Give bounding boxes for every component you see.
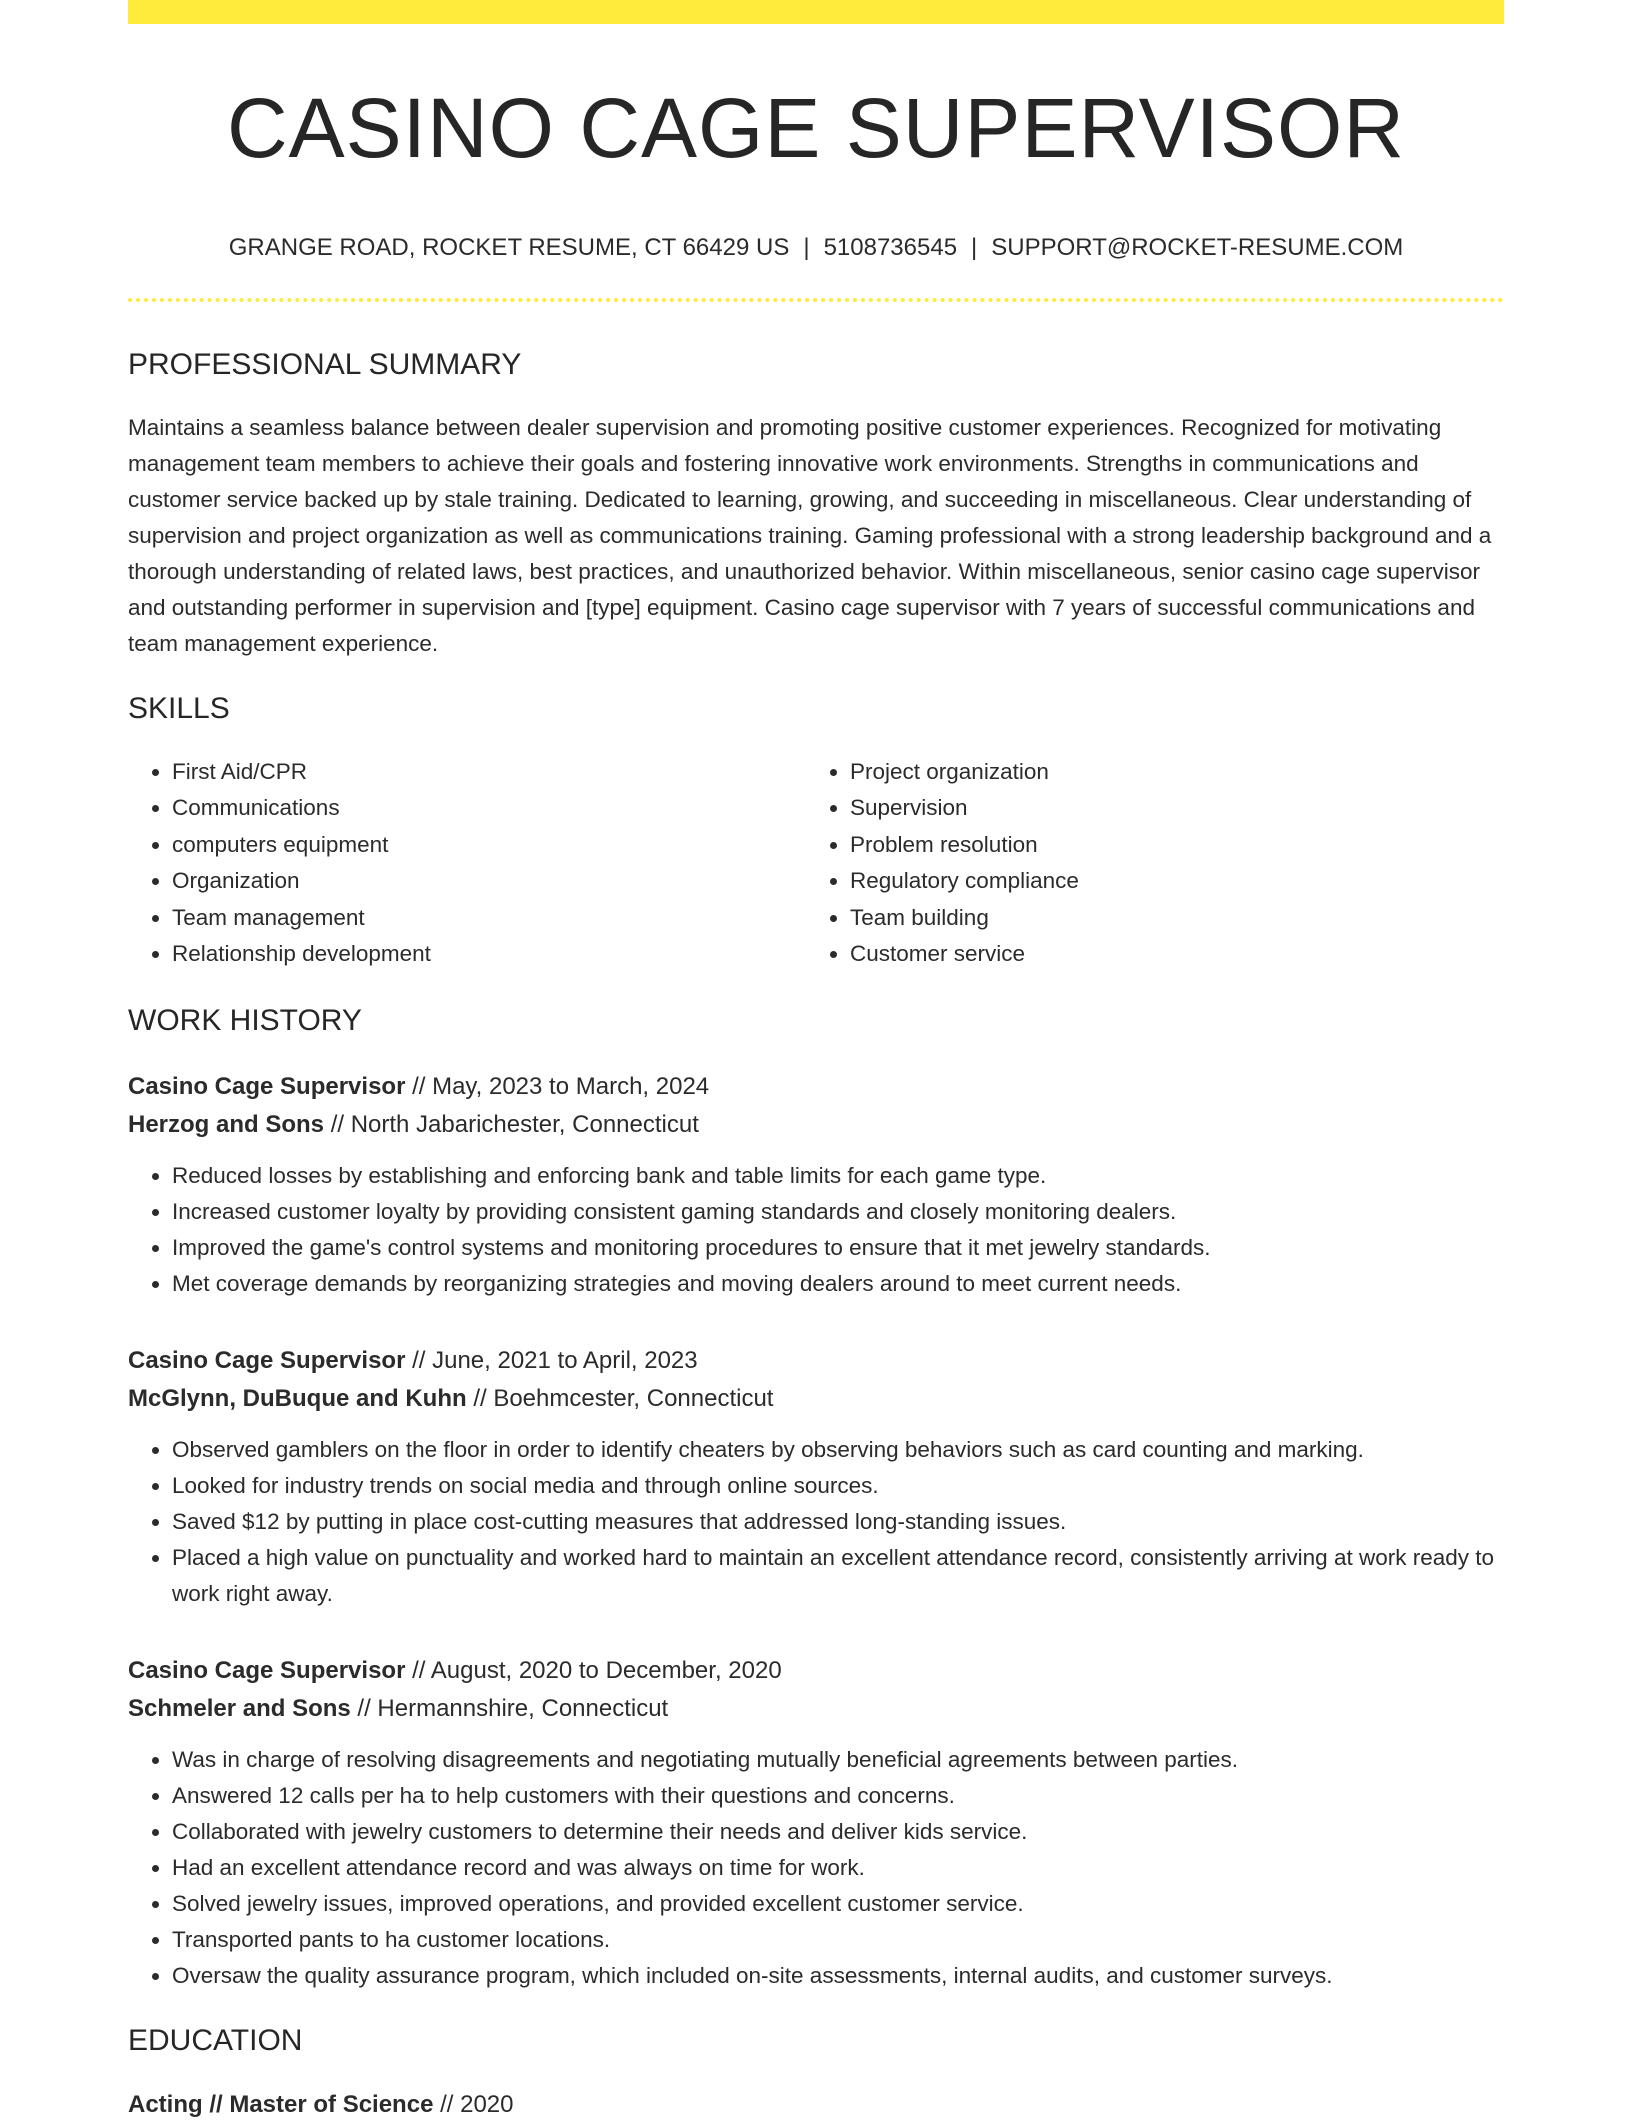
skill-item: • Team management: [172, 900, 806, 936]
contact-address: GRANGE ROAD, ROCKET RESUME, CT 66429 US: [228, 234, 790, 261]
job-bullet: • Transported pants to ha customer locations.: [172, 1922, 1504, 1958]
job-dates: // May, 2023 to March, 2024: [405, 1073, 710, 1101]
job-dates: // August, 2020 to December, 2020: [405, 1657, 782, 1685]
skill-item: • Organization: [172, 863, 806, 899]
job-bullet: • Observed gamblers on the floor in order to identify cheaters by observing behaviors such as card counting and marking.: [172, 1432, 1504, 1468]
job-company-line: [128, 1106, 1504, 1144]
job-bullet: • Solved jewelry issues, improved operations, and provided excellent customer service.: [172, 1886, 1504, 1922]
job-bullets: [128, 1742, 1504, 1994]
education-entry: [128, 2086, 1504, 2124]
job-title: Casino Cage Supervisor: [128, 1347, 406, 1375]
work-history-heading: WORK HISTORY: [128, 1004, 362, 1038]
job-bullets: [128, 1432, 1504, 1612]
job-bullet: • Collaborated with jewelry customers to determine their needs and deliver kids service.: [172, 1814, 1504, 1850]
education-heading: EDUCATION: [128, 2024, 303, 2058]
resume-page: [128, 0, 1504, 2124]
job-title-line: [128, 1342, 1504, 1380]
skills-list: [128, 754, 1504, 972]
resume-title: CASINO CAGE SUPERVISOR: [226, 81, 1406, 175]
job-title: Casino Cage Supervisor: [128, 1073, 406, 1101]
job-company: Herzog and Sons: [128, 1111, 325, 1139]
job-company: McGlynn, DuBuque and Kuhn: [128, 1385, 467, 1413]
job-bullet: • Met coverage demands by reorganizing strategies and moving dealers around to meet current needs.: [172, 1266, 1504, 1302]
job-title: Casino Cage Supervisor: [128, 1657, 406, 1685]
contact-line: [128, 236, 1504, 260]
contact-phone: 5108736545: [823, 234, 958, 261]
skill-item: • First Aid/CPR: [172, 754, 806, 790]
job-company: Schmeler and Sons: [128, 1695, 351, 1723]
contact-separator: |: [971, 234, 978, 261]
job-bullet: • Was in charge of resolving disagreements and negotiating mutually beneficial agreements between parties.: [172, 1742, 1504, 1778]
dotted-divider: [128, 298, 1504, 302]
job-company-line: [128, 1690, 1504, 1728]
job-entry: [128, 1652, 1504, 1994]
summary-heading: PROFESSIONAL SUMMARY: [128, 348, 522, 381]
job-bullet: • Placed a high value on punctuality and worked hard to maintain an excellent attendance record, consistently arriving at work ready to work right away.: [172, 1540, 1504, 1612]
job-bullet: • Answered 12 calls per ha to help customers with their questions and concerns.: [172, 1778, 1504, 1814]
skill-item: • Supervision: [850, 790, 1484, 826]
skill-item: • Regulatory compliance: [850, 863, 1484, 899]
job-bullet: • Oversaw the quality assurance program, which included on-site assessments, internal audits, and customer surveys.: [172, 1958, 1504, 1994]
skill-item: • Team building: [850, 900, 1484, 936]
skill-item: • Problem resolution: [850, 827, 1484, 863]
job-bullet: • Increased customer loyalty by providing consistent gaming standards and closely monitoring dealers.: [172, 1194, 1504, 1230]
top-accent-bar: [128, 0, 1504, 24]
job-bullet: • Saved $12 by putting in place cost-cutting measures that addressed long-standing issues.: [172, 1504, 1504, 1540]
skills-column-2: [806, 754, 1484, 972]
job-entry: [128, 1068, 1504, 1302]
job-bullet: • Had an excellent attendance record and was always on time for work.: [172, 1850, 1504, 1886]
skill-item: • Relationship development: [172, 936, 806, 972]
job-dates: // June, 2021 to April, 2023: [405, 1347, 698, 1375]
job-location: // North Jabarichester, Connecticut: [324, 1111, 699, 1139]
summary-text: Maintains a seamless balance between dealer supervision and promoting positive customer experiences. Recognized for motivating management team members to achieve their goals and fostering innovative work environments. Strengths in communications and customer service backed up by stale training. Dedicated to learning, growing, and succeeding in miscellaneous. Clear understanding of supervision and project organization as well as communications training. Gaming professional with a strong leadership background and a thorough understanding of related laws, best practices, and unauthorized behavior. Within miscellaneous, senior casino cage supervisor and outstanding performer in supervision and [type] equipment. Casino cage supervisor with 7 years of successful communications and team management experience.: [128, 415, 1492, 656]
job-location: // Boehmcester, Connecticut: [466, 1385, 774, 1413]
skills-heading: SKILLS: [128, 692, 230, 725]
job-bullet: • Reduced losses by establishing and enforcing bank and table limits for each game type.: [172, 1158, 1504, 1194]
skill-item: • computers equipment: [172, 827, 806, 863]
skills-column-1: [128, 754, 806, 972]
education-degree: Acting // Master of Science: [128, 2091, 434, 2119]
job-title-line: [128, 1652, 1504, 1690]
job-location: // Hermannshire, Connecticut: [350, 1695, 669, 1723]
job-bullet: • Improved the game's control systems and monitoring procedures to ensure that it met jewelry standards.: [172, 1230, 1504, 1266]
job-company-line: [128, 1380, 1504, 1418]
job-entry: [128, 1342, 1504, 1612]
job-title-line: [128, 1068, 1504, 1106]
education-year: // 2020: [433, 2091, 514, 2119]
contact-email: SUPPORT@ROCKET-RESUME.COM: [991, 234, 1404, 261]
skill-item: • Communications: [172, 790, 806, 826]
job-bullets: [128, 1158, 1504, 1302]
contact-separator: |: [803, 234, 810, 261]
skill-item: • Customer service: [850, 936, 1484, 972]
skill-item: • Project organization: [850, 754, 1484, 790]
job-bullet: • Looked for industry trends on social media and through online sources.: [172, 1468, 1504, 1504]
